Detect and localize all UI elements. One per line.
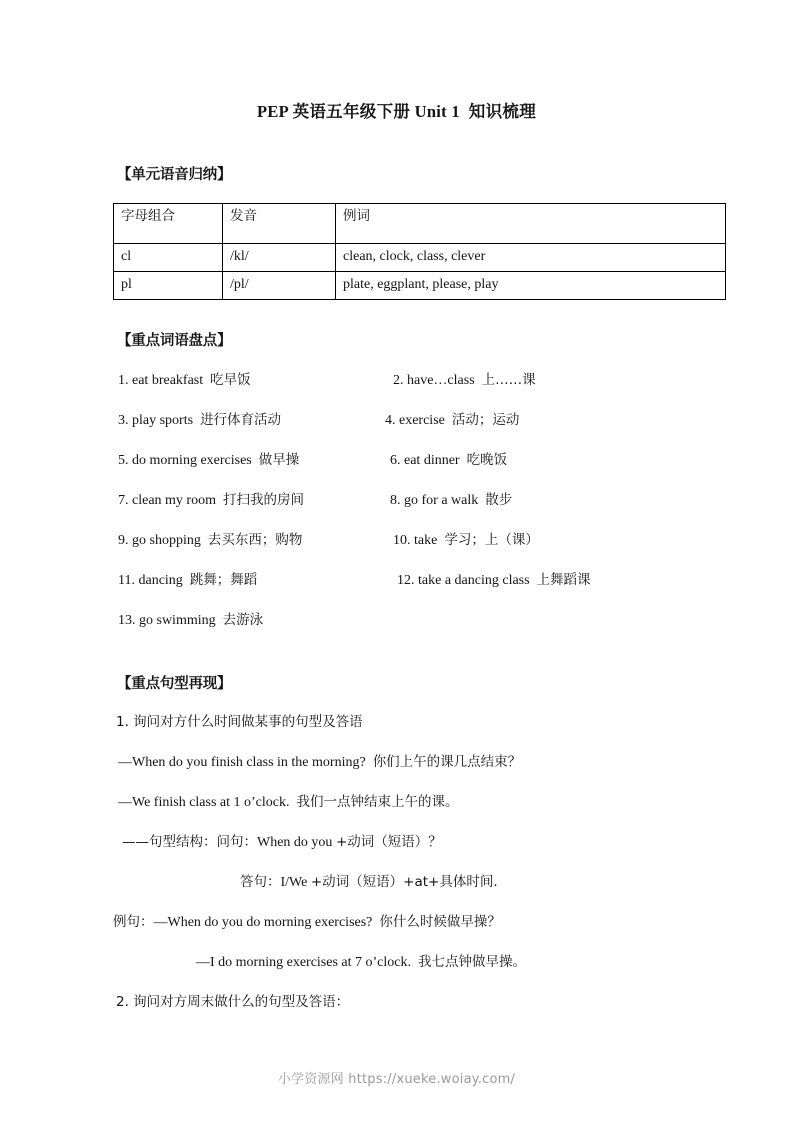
word-list-item — [118, 494, 304, 508]
word-item-english: take a dancing class — [418, 573, 537, 588]
word-list-item — [393, 374, 536, 388]
sentence-pattern-line — [122, 836, 442, 850]
word-item-number: 4. — [385, 413, 399, 428]
table-header-row — [114, 204, 726, 244]
sentence-line-english: —We finish class at 1 o’clock. — [118, 795, 297, 810]
table-cell-examples: clean, clock, class, clever — [336, 244, 726, 272]
word-item-number: 9. — [118, 533, 132, 548]
word-item-english: go swimming — [139, 613, 223, 628]
word-item-english: eat breakfast — [132, 373, 211, 388]
sentence-line-chinese-lead: 例句： — [113, 914, 154, 930]
section-heading-sentences: 【重点句型再现】 — [117, 676, 232, 692]
word-item-number: 1. — [118, 373, 132, 388]
word-list-item — [397, 574, 591, 588]
word-item-chinese: 吃早饭 — [210, 372, 251, 388]
word-item-english: dancing — [138, 573, 190, 588]
sentence-line-chinese-lead: ——句型结构：问句： — [122, 834, 257, 850]
word-item-number: 10. — [393, 533, 414, 548]
word-item-chinese: 进行体育活动 — [200, 412, 282, 428]
word-item-english: exercise — [399, 413, 452, 428]
word-item-chinese: 吃晚饭 — [466, 452, 508, 468]
word-item-english: clean my room — [132, 493, 223, 508]
word-item-number: 12. — [397, 573, 418, 588]
sentence-pattern-line — [118, 796, 459, 810]
word-item-english: go shopping — [132, 533, 208, 548]
sentence-line-english: I/We — [280, 875, 311, 890]
table-header-cell — [336, 204, 726, 244]
sentence-pattern-line — [113, 916, 501, 930]
table-cell-sound: /kl/ — [223, 244, 336, 272]
word-item-chinese: 活动；运动 — [451, 412, 520, 428]
word-list-item — [393, 534, 539, 548]
sentence-line-chinese-tail: +动词（短语）？ — [335, 834, 442, 850]
section-heading-phonics: 【单元语音归纳】 — [117, 167, 232, 183]
sentence-line-chinese-lead: 1. 询问对方什么时间做某事的句型及答语 — [116, 714, 363, 730]
sentence-line-chinese-tail: 你什么时候做早操？ — [379, 914, 501, 930]
sentence-line-english: —When do you finish class in the morning? — [118, 755, 373, 770]
word-item-chinese: 上……课 — [481, 372, 536, 388]
word-item-number: 3. — [118, 413, 132, 428]
word-item-chinese: 去游泳 — [222, 612, 264, 628]
word-item-number: 11. — [118, 573, 139, 588]
table-header-cell — [114, 204, 223, 244]
word-item-chinese: 学习；上（课） — [444, 532, 539, 548]
word-item-number: 8. — [390, 493, 404, 508]
word-item-number: 6. — [390, 453, 404, 468]
sentence-line-chinese-tail: 你们上午的课几点结束？ — [372, 754, 522, 770]
word-list-item — [390, 494, 512, 508]
word-list-item — [118, 454, 299, 468]
sentence-pattern-line — [196, 956, 526, 970]
phonics-table-body — [114, 204, 726, 300]
sentence-line-english: —When do you do morning exercises? — [153, 915, 380, 930]
word-list-item — [118, 374, 251, 388]
word-item-number: 7. — [118, 493, 132, 508]
word-item-chinese: 做早操 — [258, 452, 300, 468]
table-cell-letters: pl — [114, 272, 223, 300]
word-item-chinese: 跳舞；舞蹈 — [189, 572, 258, 588]
word-item-english: do morning exercises — [132, 453, 259, 468]
table-row — [114, 244, 726, 272]
page-title: PEP 英语五年级下册 Unit 1 知识梳理 — [257, 102, 536, 121]
phonics-table — [113, 203, 726, 300]
word-item-chinese: 去买东西；购物 — [207, 532, 303, 548]
table-header-text: 例词 — [343, 208, 370, 224]
word-list — [0, 370, 793, 630]
word-item-chinese: 上舞蹈课 — [536, 572, 591, 588]
word-item-chinese: 打扫我的房间 — [222, 492, 304, 508]
sentence-pattern-line — [118, 756, 521, 770]
word-item-number: 13. — [118, 613, 139, 628]
site-watermark: 小学资源网 https://xueke.woiay.com/ — [277, 1072, 516, 1087]
word-list-item — [385, 414, 519, 428]
word-item-number: 5. — [118, 453, 132, 468]
sentence-pattern-line — [116, 716, 363, 730]
section-heading-words: 【重点词语盘点】 — [117, 333, 232, 349]
word-list-item — [118, 614, 263, 628]
word-list-item — [118, 574, 257, 588]
table-cell-examples: plate, eggplant, please, play — [336, 272, 726, 300]
sentence-line-chinese-lead: 2. 询问对方周末做什么的句型及答语： — [116, 994, 350, 1010]
sentence-line-chinese-tail: +动词（短语）+at+具体时间. — [310, 874, 498, 890]
sentence-pattern-line — [240, 876, 498, 890]
table-cell-sound: /pl/ — [223, 272, 336, 300]
table-header-text: 字母组合 — [121, 208, 175, 224]
table-header-text: 发音 — [230, 208, 257, 224]
word-item-chinese: 散步 — [485, 492, 513, 508]
word-list-item — [390, 454, 507, 468]
word-item-english: go for a walk — [404, 493, 486, 508]
word-item-number: 2. — [393, 373, 407, 388]
word-item-english: take — [414, 533, 445, 548]
word-item-english: play sports — [132, 413, 201, 428]
word-item-english: have…class — [407, 373, 482, 388]
table-cell-letters: cl — [114, 244, 223, 272]
sentence-line-chinese-tail: 我七点钟做早操。 — [418, 954, 526, 970]
sentence-pattern-line — [116, 996, 349, 1010]
word-list-item — [118, 414, 281, 428]
sentence-line-chinese-lead: 答句： — [240, 874, 281, 890]
word-list-item — [118, 534, 302, 548]
sentence-line-english: When do you — [257, 835, 336, 850]
sentence-line-chinese-tail: 我们一点钟结束上午的课。 — [296, 794, 459, 810]
table-row — [114, 272, 726, 300]
sentence-line-english: —I do morning exercises at 7 o’clock. — [196, 955, 418, 970]
sentence-pattern-block — [0, 712, 793, 1012]
table-header-cell — [223, 204, 336, 244]
word-item-english: eat dinner — [404, 453, 467, 468]
